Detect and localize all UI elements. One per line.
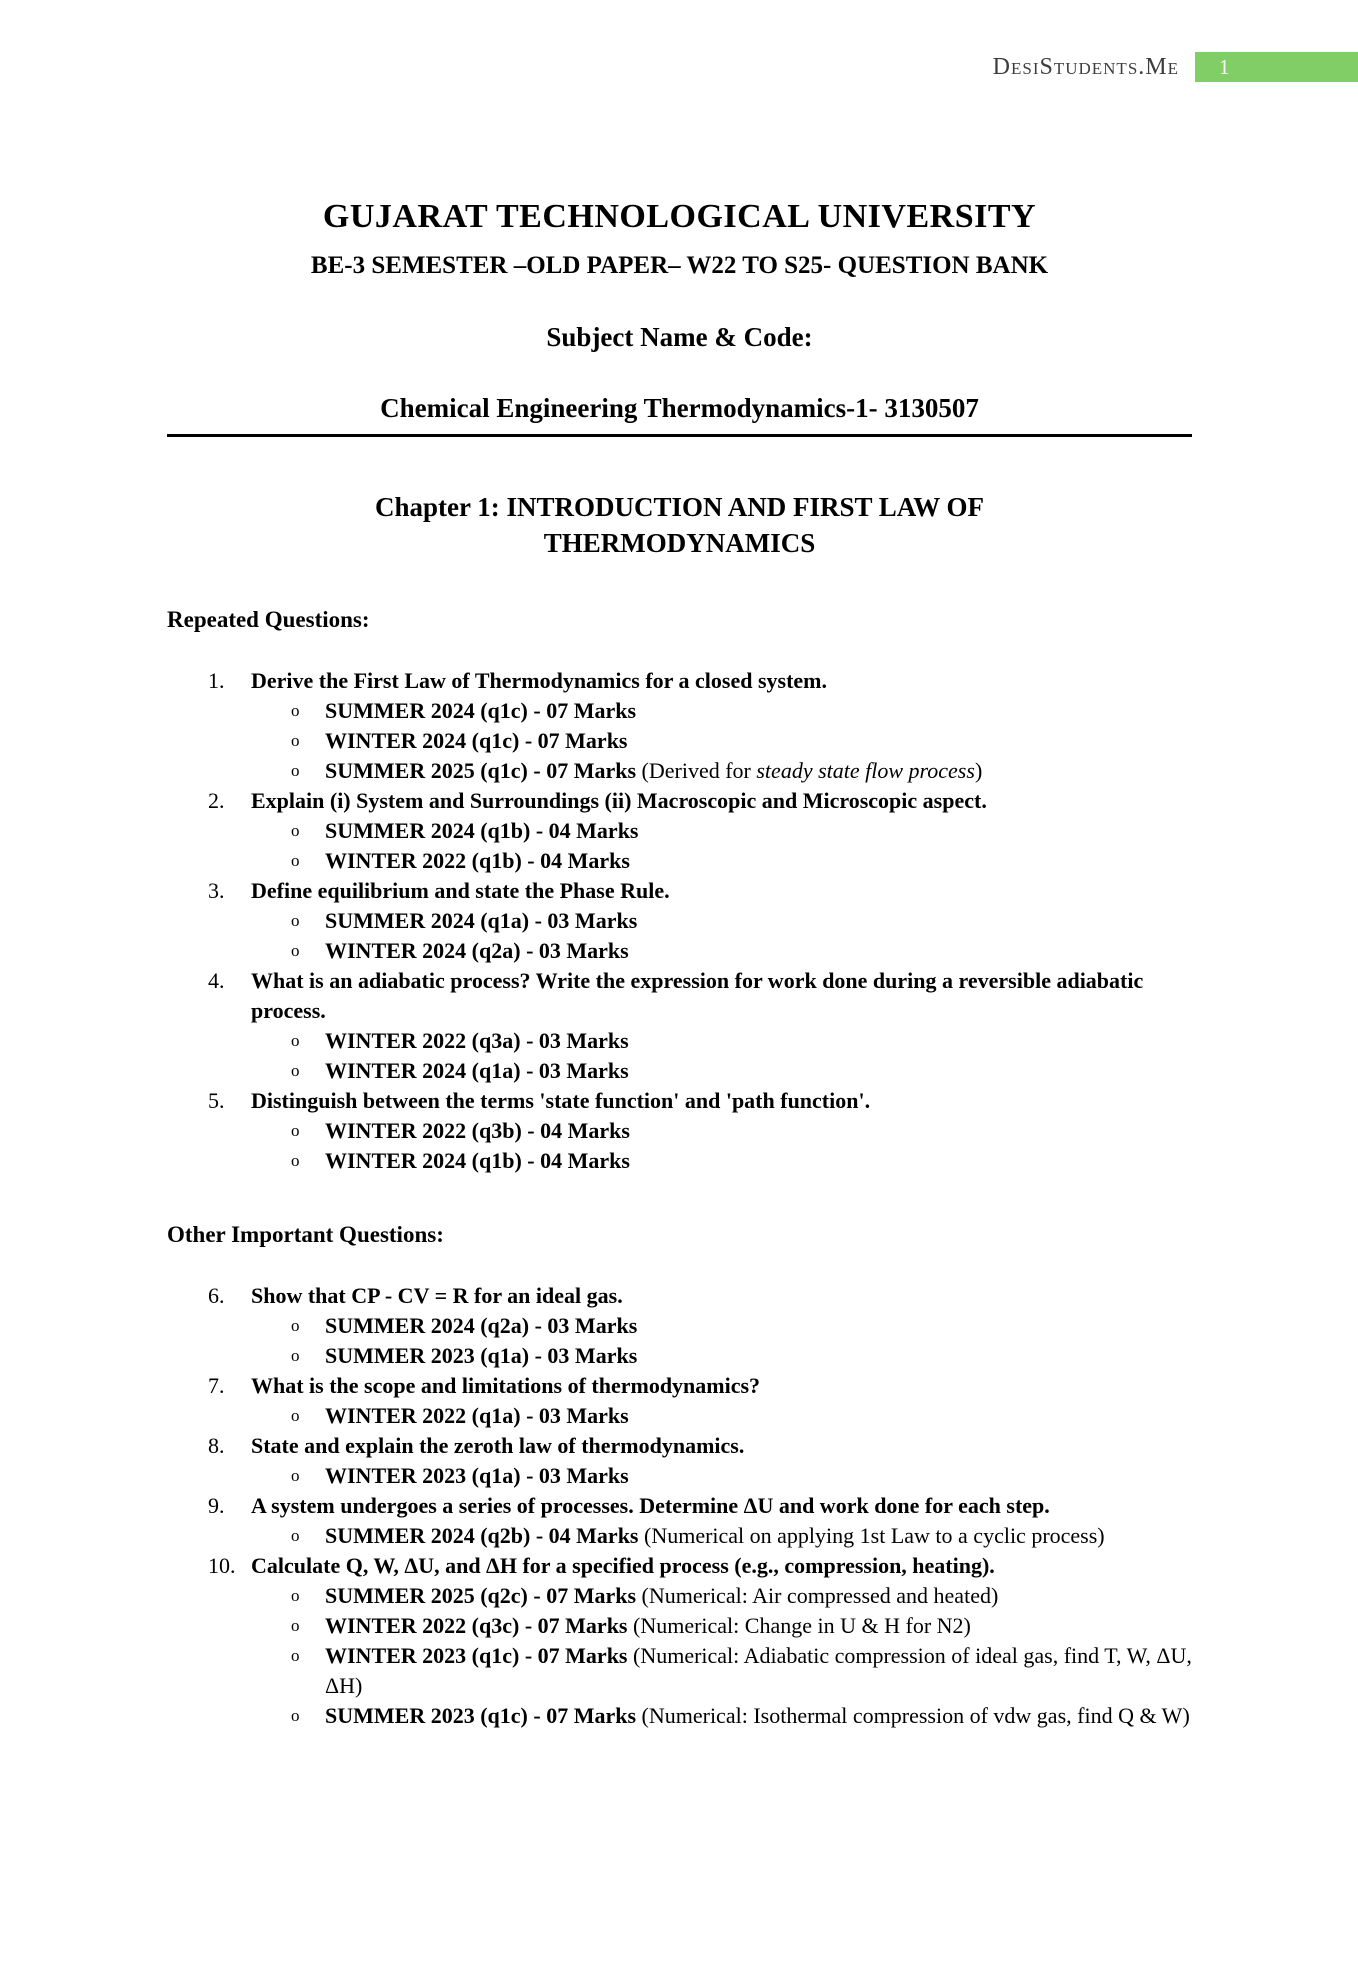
occurrence-item [167,1641,1192,1701]
question-item [167,786,1192,816]
question-number: 7. [208,1373,225,1398]
site-name: DesiStudents.Me [992,53,1179,80]
bullet-marker: o [291,1526,300,1545]
question-text: Define equilibrium and state the Phase Rule. [251,878,670,903]
bullet-marker: o [291,1151,300,1170]
occurrence-text: WINTER 2022 (q1a) - 03 Marks [325,1403,629,1428]
bullet-marker: o [291,911,300,930]
occurrence-item [167,1461,1192,1491]
bullet-marker: o [291,1586,300,1605]
occurrence-item [167,1521,1192,1551]
occurrence-text: WINTER 2022 (q3c) - 07 Marks (Numerical: Change in U & H for N2) [325,1613,971,1638]
occurrence-item [167,726,1192,756]
question-item [167,1491,1192,1521]
occurrence-text: SUMMER 2024 (q1a) - 03 Marks [325,908,638,933]
question-text: Derive the First Law of Thermodynamics for a closed system. [251,668,827,693]
occurrence-item [167,1311,1192,1341]
divider-rule [167,434,1192,437]
occurrence-text: SUMMER 2023 (q1a) - 03 Marks [325,1343,638,1368]
bullet-marker: o [291,821,300,840]
occurrence-item [167,1611,1192,1641]
occurrence-text: WINTER 2022 (q3a) - 03 Marks [325,1028,629,1053]
bullet-marker: o [291,1346,300,1365]
occurrence-text: SUMMER 2024 (q1b) - 04 Marks [325,818,639,843]
bullet-marker: o [291,1121,300,1140]
occurrence-text: WINTER 2023 (q1a) - 03 Marks [325,1463,629,1488]
occurrence-text: WINTER 2024 (q1a) - 03 Marks [325,1058,629,1083]
page-header [0,52,1358,82]
bullet-marker: o [291,1646,300,1665]
question-text: A system undergoes a series of processes. Determine ΔU and work done for each step. [251,1493,1050,1518]
subject-name: Chemical Engineering Thermodynamics-1- 3130507 [380,393,979,423]
occurrence-text: SUMMER 2024 (q2a) - 03 Marks [325,1313,638,1338]
question-text: What is the scope and limitations of thermodynamics? [251,1373,761,1398]
question-text: State and explain the zeroth law of thermodynamics. [251,1433,745,1458]
question-text: What is an adiabatic process? Write the expression for work done during a reversible adiabatic process. [251,968,1144,1023]
question-number: 8. [208,1433,225,1458]
occurrence-text: WINTER 2022 (q3b) - 04 Marks [325,1118,630,1143]
question-number: 5. [208,1088,225,1113]
question-number: 1. [208,668,225,693]
question-number: 10. [208,1553,236,1578]
bullet-marker: o [291,1031,300,1050]
question-item [167,876,1192,906]
occurrence-text: SUMMER 2024 (q2b) - 04 Marks (Numerical on applying 1st Law to a cyclic process) [325,1523,1105,1548]
occurrence-item [167,1341,1192,1371]
question-sections [167,607,1192,1731]
university-title: GUJARAT TECHNOLOGICAL UNIVERSITY [322,198,1037,235]
bullet-marker: o [291,1706,300,1725]
occurrence-text: WINTER 2024 (q2a) - 03 Marks [325,938,629,963]
question-item [167,1086,1192,1116]
bullet-marker: o [291,1406,300,1425]
occurrence-item [167,1401,1192,1431]
occurrence-item [167,1056,1192,1086]
occurrence-item [167,906,1192,936]
occurrence-text: WINTER 2024 (q1b) - 04 Marks [325,1148,630,1173]
occurrence-item [167,816,1192,846]
page-number-badge [1195,52,1358,82]
bullet-marker: o [291,1616,300,1635]
bullet-marker: o [291,1466,300,1485]
subject-label: Subject Name & Code: [546,322,813,352]
chapter-title-line1: Chapter 1: INTRODUCTION AND FIRST LAW OF [374,492,985,522]
document-body [167,198,1192,1731]
question-text: Explain (i) System and Surroundings (ii) Macroscopic and Microscopic aspect. [251,788,987,813]
page-number: 1 [1219,54,1230,79]
occurrence-item [167,936,1192,966]
occurrence-item [167,846,1192,876]
question-number: 2. [208,788,225,813]
question-text: Calculate Q, W, ΔU, and ΔH for a specified process (e.g., compression, heating). [251,1553,995,1578]
question-number: 4. [208,968,225,993]
occurrence-text: WINTER 2024 (q1c) - 07 Marks [325,728,628,753]
occurrence-text: WINTER 2022 (q1b) - 04 Marks [325,848,630,873]
occurrence-item [167,1116,1192,1146]
question-item [167,1371,1192,1401]
question-item [167,666,1192,696]
question-text: Show that CP - CV = R for an ideal gas. [251,1283,623,1308]
section-heading: Repeated Questions: [167,607,370,632]
question-item [167,1551,1192,1581]
bullet-marker: o [291,701,300,720]
bullet-marker: o [291,731,300,750]
question-number: 6. [208,1283,225,1308]
question-item [167,1281,1192,1311]
occurrence-text: SUMMER 2025 (q1c) - 07 Marks (Derived for steady state flow process) [325,758,983,783]
question-number: 9. [208,1493,225,1518]
occurrence-item [167,1581,1192,1611]
chapter-title [167,489,1192,561]
occurrence-item [167,696,1192,726]
bullet-marker: o [291,1061,300,1080]
occurrence-text: SUMMER 2024 (q1c) - 07 Marks [325,698,637,723]
bullet-marker: o [291,851,300,870]
question-list [167,666,1192,1176]
question-number: 3. [208,878,225,903]
question-bank-banner: BE-3 SEMESTER –OLD PAPER– W22 TO S25- QUESTION BANK [310,252,1049,279]
occurrence-text: SUMMER 2025 (q2c) - 07 Marks (Numerical: Air compressed and heated) [325,1583,999,1608]
occurrence-text: SUMMER 2023 (q1c) - 07 Marks (Numerical: Isothermal compression of vdw gas, find Q & W) [325,1703,1190,1728]
chapter-title-line2: THERMODYNAMICS [543,528,816,558]
section-heading: Other Important Questions: [167,1222,444,1247]
bullet-marker: o [291,941,300,960]
bullet-marker: o [291,1316,300,1335]
occurrence-item [167,1146,1192,1176]
occurrence-item [167,756,1192,786]
question-item [167,1431,1192,1461]
occurrence-item [167,1701,1192,1731]
question-text: Distinguish between the terms 'state function' and 'path function'. [251,1088,871,1113]
question-item [167,966,1192,1026]
question-list [167,1281,1192,1731]
occurrence-text: WINTER 2023 (q1c) - 07 Marks (Numerical: Adiabatic compression of ideal gas, find T, W, ΔU, ΔH) [325,1643,1192,1698]
bullet-marker: o [291,761,300,780]
occurrence-item [167,1026,1192,1056]
